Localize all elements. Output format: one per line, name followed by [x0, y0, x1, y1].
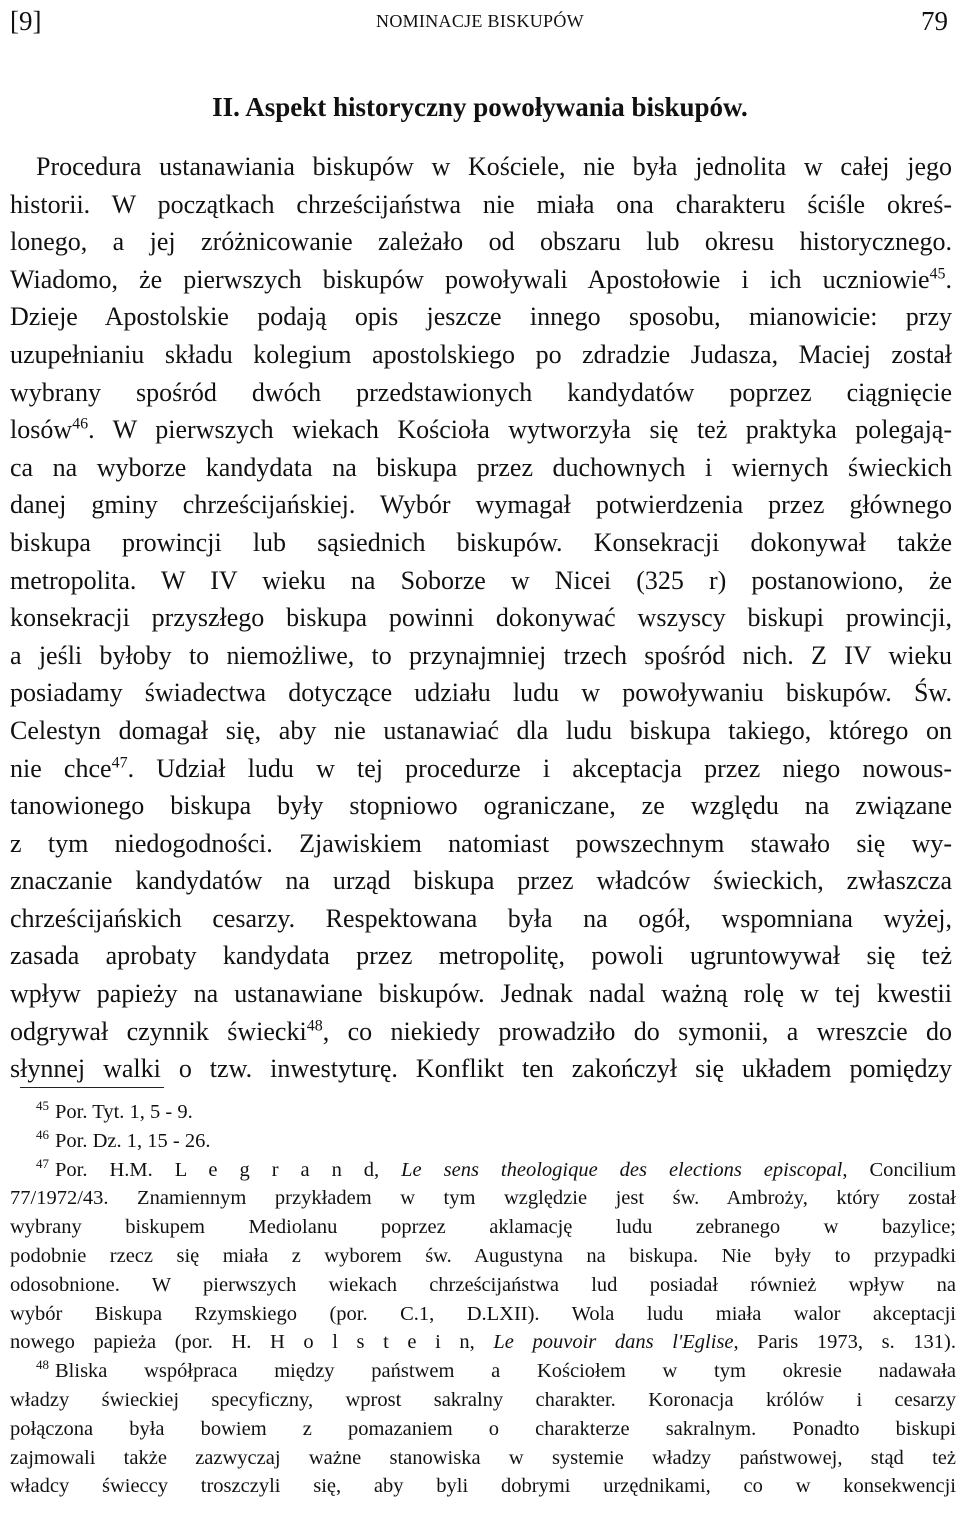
body-line: konsekracji przyszłego biskupa powinni dokonywać wszyscy biskupi prowincji,: [10, 603, 952, 633]
body-line: Dzieje Apostolskie podają opis jeszcze innego sposobu, mianowicie: przy: [10, 302, 952, 332]
footnote-text: , Paris 1973, s. 131).: [733, 1331, 956, 1354]
body-line: danej gminy chrześcijańskiej. Wybór wymagał potwierdzenia przez głównego: [10, 490, 952, 520]
footnote-ref: 48: [306, 1017, 323, 1034]
body-line: Celestyn domagał się, aby nie ustanawiać dla ludu biskupa takiego, którego on: [10, 715, 952, 745]
body-line: tanowionego biskupa były stopniowo ograniczane, ze względu na związane: [10, 791, 952, 821]
body-line-text: . W pierwszych wiekach Kościoła wytworzyła się też praktyka polegają-: [88, 415, 952, 445]
footnotes: [10, 1098, 956, 1501]
section-title: II. Aspekt historyczny powoływania biskupów.: [212, 92, 748, 122]
running-title: NOMINACJE BISKUPÓW: [376, 11, 584, 31]
footnote-ref: 47: [111, 753, 128, 771]
footnote-47: [10, 1156, 956, 1185]
footnote-line: zajmowali także zazwyczaj ważne stanowiska w systemie władzy państwowej, stąd też: [10, 1446, 956, 1469]
footnote-text: Por. Dz. 1, 15 - 26.: [55, 1129, 211, 1152]
body-line: metropolita. W IV wieku na Soborze w Nicei (325 r) postanowiono, że: [10, 565, 952, 595]
body-line: lonego, a jej zróżnicowanie zależało od obszaru lub okresu historycznego.: [10, 227, 952, 257]
body-line-text: odgrywał czynnik świecki: [10, 1016, 307, 1046]
footnote-number: 47: [36, 1155, 49, 1171]
body-line: a jeśli byłoby to niemożliwe, to przynajmniej trzech spośród nich. Z IV wieku: [10, 640, 952, 670]
body-line: słynnej walki o tzw. inwestyturę. Konflikt ten zakończył się układem pomiędzy: [10, 1054, 952, 1084]
body-line: zasada aprobaty kandydata przez metropolitę, powoli ugruntowywał się też: [10, 941, 952, 971]
page-number: 79: [921, 6, 948, 36]
body-line: historii. W początkach chrześcijaństwa nie miała ona charakteru ściśle okreś-: [10, 189, 952, 219]
footnote-text: nowego papieża (por. H. H o l s t e i n,: [10, 1331, 494, 1354]
body-line: wybrany spośród dwóch przedstawionych kandydatów poprzez ciągnięcie: [10, 377, 952, 407]
footnote-line: podobnie rzecz się miała z wyborem św. Augustyna na biskupa. Nie były to przypadki: [10, 1244, 956, 1267]
section-number: [9]: [10, 6, 42, 36]
footnote-line: wybór Biskupa Rzymskiego (por. C.1, D.LXII). Wola ludu miała walor akceptacji: [10, 1302, 956, 1325]
footnote-45: [10, 1098, 956, 1127]
body-line-text: .: [945, 264, 952, 294]
footnote-line: władcy świeccy troszczyli się, aby byli dobrymi urzędnikami, co w konsekwencji: [10, 1475, 956, 1498]
footnote-ref: 46: [72, 415, 89, 433]
page-header: [0, 0, 960, 40]
body-line: wpływ papieży na ustanawiane biskupów. Jednak nadal ważną rolę w tej kwestii: [10, 979, 952, 1009]
footnote-line: wybrany biskupem Mediolanu poprzez aklamację ludu zebranego w bazylice;: [10, 1216, 956, 1239]
footnote-line: odosobnione. W pierwszych wiekach chrześcijaństwa lud posiadał również wpływ na: [10, 1273, 956, 1296]
body-line: posiadamy świadectwa dotyczące udziału ludu w powoływaniu biskupów. Św.: [10, 678, 952, 708]
body-line: uzupełnianiu składu kolegium apostolskiego po zdradzie Judasza, Maciej został: [10, 339, 952, 369]
footnote-line: 77/1972/43. Znamiennym przykładem w tym względzie jest św. Ambroży, który został: [10, 1187, 956, 1210]
footnote-number: 45: [36, 1098, 49, 1114]
body-line-text: . Udział ludu w tej procedurze i akceptacja przez niego nowous-: [127, 753, 952, 783]
body-line: [10, 261, 952, 299]
footnote-separator: [20, 1087, 164, 1088]
body-line: [10, 750, 952, 788]
footnote-text: Bliska współpraca między państwem a Kościołem w tym okresie nadawała: [55, 1360, 956, 1383]
footnote-text: Por. H.M. L e g r a n d,: [55, 1158, 402, 1181]
body-line: [10, 1013, 952, 1051]
body-line: znaczanie kandydatów na urząd biskupa przez władców świeckich, zwłaszcza: [10, 866, 952, 896]
body-line: ca na wyborze kandydata na biskupa przez duchownych i wiernych świeckich: [10, 452, 952, 482]
footnote-line: [10, 1328, 956, 1357]
body-line-text: nie chce: [10, 753, 112, 783]
footnote-46: [10, 1127, 956, 1156]
footnote-line: połączona była bowiem z pomazaniem o charakterze sakralnym. Ponadto biskupi: [10, 1417, 956, 1440]
footnote-number: 48: [36, 1357, 49, 1373]
cited-title: Le pouvoir dans l'Eglise: [493, 1331, 734, 1354]
footnote-ref: 45: [929, 265, 946, 283]
footnote-text: , Concilium: [842, 1158, 957, 1181]
body-text: [10, 148, 952, 1088]
body-line: z tym niedogodności. Zjawiskiem natomiast powszechnym stawało się wy-: [10, 828, 952, 858]
footnote-48: [10, 1357, 956, 1386]
body-line: chrześcijańskich cesarzy. Respektowana była na ogół, wspomniana wyżej,: [10, 903, 952, 933]
body-line: biskupa prowincji lub sąsiednich biskupów. Konsekracji dokonywał także: [10, 527, 952, 557]
cited-title: Le sens theologique des elections episcopal: [401, 1158, 843, 1181]
body-line-text: losów: [10, 415, 73, 445]
footnote-number: 46: [36, 1126, 49, 1142]
footnote-text: Por. Tyt. 1, 5 - 9.: [55, 1101, 193, 1123]
body-line-text: Wiadomo, że pierwszych biskupów powoływali Apostołowie i ich uczniowie: [10, 264, 930, 294]
footnote-line: władzy świeckiej specyficzny, wprost sakralny charakter. Koronacja królów i cesarzy: [10, 1388, 956, 1411]
body-line: Procedura ustanawiania biskupów w Kościele, nie była jednolita w całej jego: [36, 152, 952, 181]
body-line-text: , co niekiedy prowadziło do symonii, a wreszcie do: [322, 1016, 952, 1046]
body-line: [10, 411, 952, 449]
